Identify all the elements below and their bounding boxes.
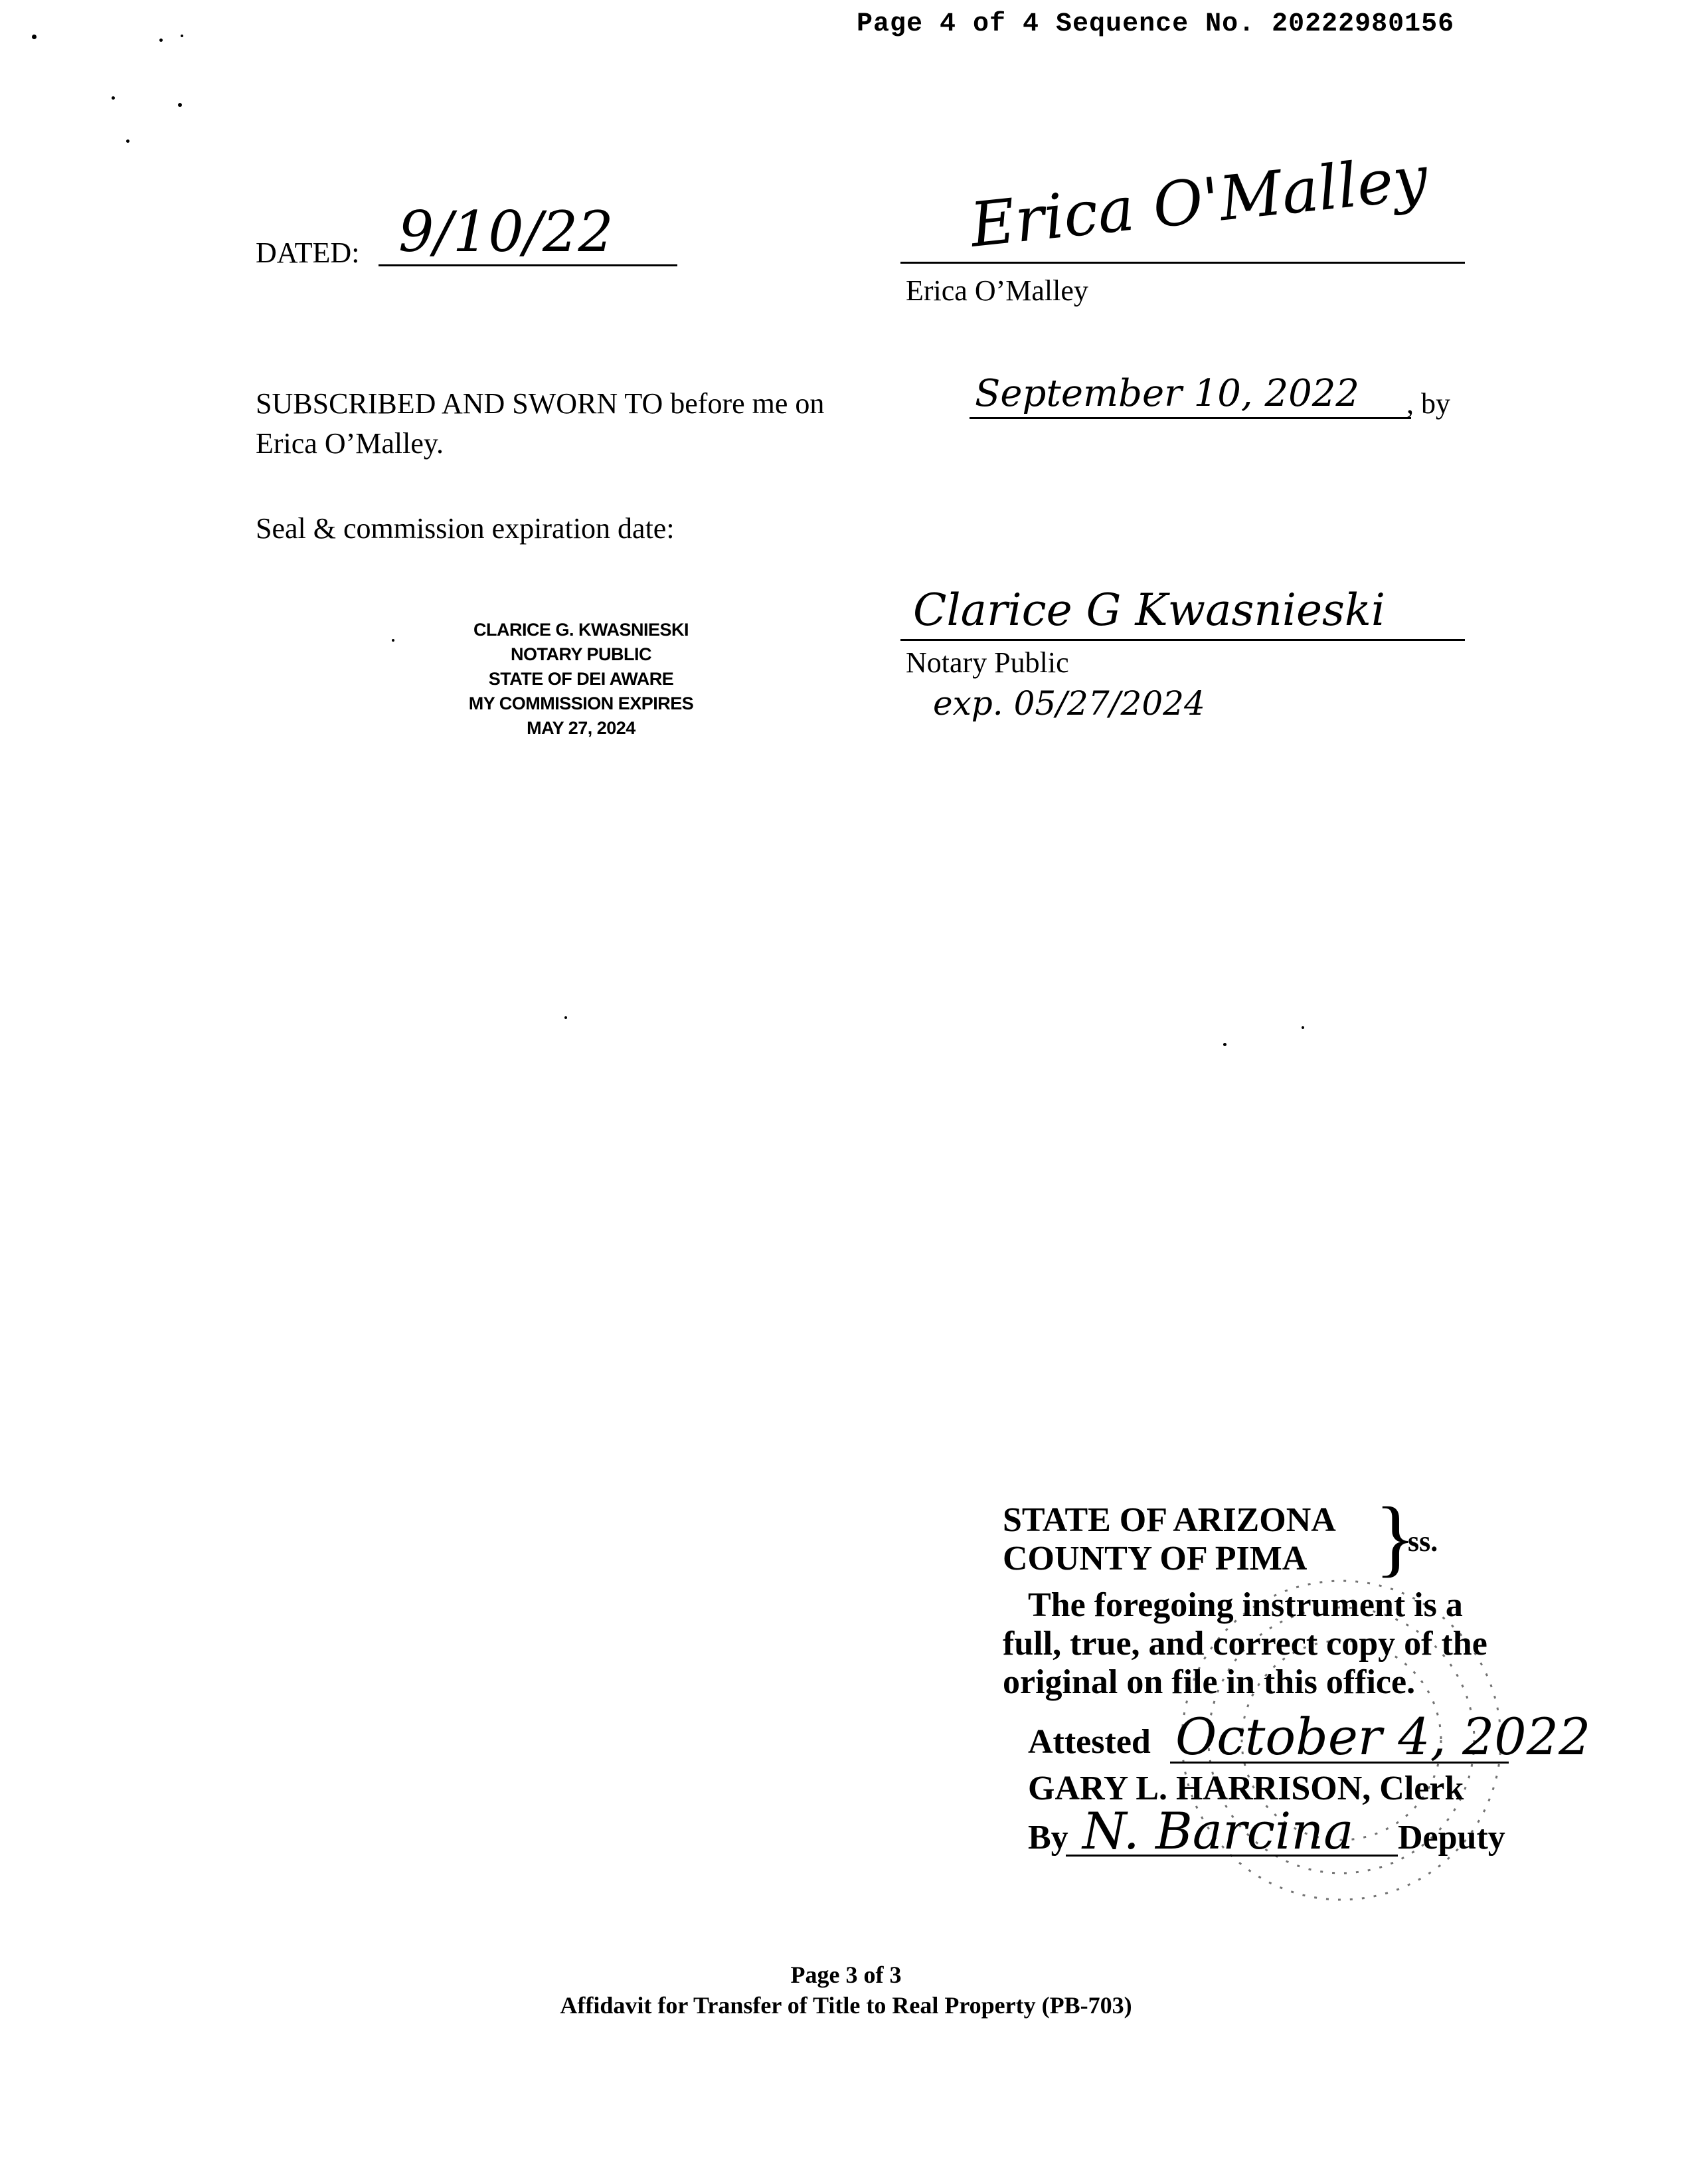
certification-state: STATE OF ARIZONA — [1003, 1501, 1336, 1539]
scan-speck — [1223, 1043, 1227, 1046]
page-footer — [0, 1959, 1692, 2021]
scan-speck — [159, 39, 163, 42]
affiant-signature-line — [900, 262, 1465, 264]
by-label: By — [1028, 1819, 1068, 1857]
deputy-signature: N. Barcina — [1082, 1801, 1354, 1861]
notary-seal-stamp — [425, 618, 737, 741]
seal-line: NOTARY PUBLIC — [510, 644, 651, 664]
scan-speck — [392, 639, 394, 642]
seal-line: STATE OF DEI AWARE — [488, 669, 674, 689]
certification-county: COUNTY OF PIMA — [1003, 1540, 1308, 1578]
scan-speck — [126, 139, 129, 143]
attested-handwritten-date: October 4, 2022 — [1175, 1707, 1591, 1766]
scan-speck — [1302, 1026, 1304, 1029]
notary-handwritten-expiration: exp. 05/27/2024 — [933, 684, 1205, 723]
seal-line: MAY 27, 2024 — [527, 718, 635, 738]
clerk-line: GARY L. HARRISON, Clerk — [1028, 1770, 1464, 1807]
jurat-handwritten-date: September 10, 2022 — [975, 372, 1360, 415]
jurat-by: , by — [1406, 387, 1450, 420]
seal-line: CLARICE G. KWASNIESKI — [473, 620, 689, 640]
jurat-date-underline — [970, 417, 1411, 419]
notary-signature-line — [900, 639, 1465, 641]
scan-speck — [112, 96, 115, 100]
deputy-label: Deputy — [1398, 1819, 1505, 1857]
notary-title: Notary Public — [906, 646, 1069, 679]
dated-underline — [379, 264, 677, 266]
footer-form-title: Affidavit for Transfer of Title to Real Property (PB-703) — [560, 1992, 1132, 2019]
seal-line: MY COMMISSION EXPIRES — [468, 693, 694, 713]
affiant-printed-name: Erica O’Malley — [906, 274, 1088, 307]
certification-ss: ss. — [1408, 1525, 1438, 1558]
brace-glyph: } — [1375, 1490, 1416, 1586]
scan-speck — [178, 103, 182, 107]
scan-speck — [564, 1016, 567, 1019]
notary-signature: Clarice G Kwasnieski — [913, 585, 1385, 636]
attested-label: Attested — [1028, 1723, 1151, 1761]
certification-statement-line: original on file in this office. — [1003, 1663, 1416, 1701]
handwritten-dated-value: 9/10/22 — [398, 199, 614, 264]
scan-speck — [32, 35, 37, 39]
dated-label: DATED: — [256, 236, 360, 269]
footer-page-number: Page 3 of 3 — [790, 1961, 902, 1988]
scan-speck — [181, 35, 183, 37]
county-seal-impression — [1169, 1568, 1514, 1913]
page-sequence-header: Page 4 of 4 Sequence No. 20222980156 — [857, 9, 1455, 39]
seal-expiration-label: Seal & commission expiration date: — [256, 512, 675, 545]
certification-statement-line: full, true, and correct copy of the — [1003, 1625, 1487, 1663]
affiant-signature: Erica O'Malley — [967, 142, 1431, 261]
jurat-text: SUBSCRIBED AND SWORN TO before me on — [256, 387, 825, 420]
certification-statement-line: The foregoing instrument is a — [1028, 1586, 1463, 1624]
jurat-name-line: Erica O’Malley. — [256, 427, 444, 460]
